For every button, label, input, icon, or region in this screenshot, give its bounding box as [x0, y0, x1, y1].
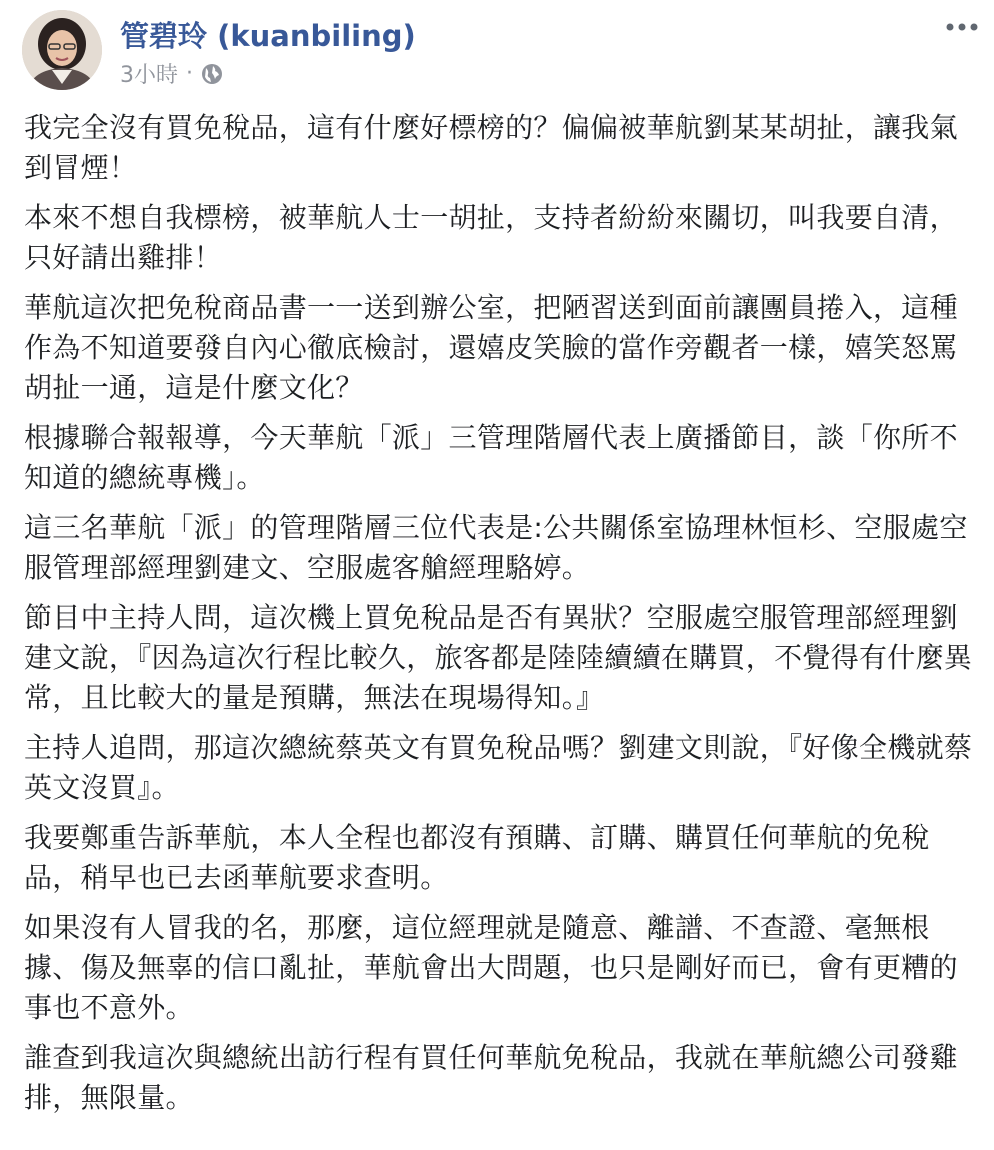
post-header — [22, 8, 982, 92]
post-timestamp[interactable]: 3小時 — [120, 63, 178, 88]
post-paragraph: 華航這次把免稅商品書一一送到辦公室，把陋習送到面前讓團員捲入，這種作為不知道要發自內心徹底檢討，還嬉皮笑臉的當作旁觀者一樣，嬉笑怒罵胡扯一通，這是什麼文化？ — [24, 291, 958, 404]
post-body — [24, 108, 974, 1128]
post-paragraph: 這三名華航「派」的管理階層三位代表是:公共關係室協理林恒杉、空服處空服管理部經理劉建文、空服處客艙經理駱婷。 — [24, 511, 968, 584]
post-paragraph: 主持人追問，那這次總統蔡英文有買免稅品嗎？劉建文則說，『好像全機就蔡英文沒買』。 — [24, 731, 973, 804]
post-paragraph: 我要鄭重告訴華航，本人全程也都沒有預購、訂購、購買任何華航的免稅品，稍早也已去函華航要求查明。 — [24, 821, 930, 894]
avatar[interactable] — [22, 10, 102, 90]
post-paragraph: 我完全沒有買免稅品，這有什麼好標榜的？偏偏被華航劉某某胡扯，讓我氣到冒煙！ — [24, 111, 958, 184]
profile-photo — [22, 10, 102, 90]
post-meta — [120, 58, 223, 89]
meta-separator: · — [186, 61, 193, 86]
post-paragraph: 如果沒有人冒我的名，那麼，這位經理就是隨意、離譜、不查證、毫無根據、傷及無辜的信口亂扯，華航會出大問題，也只是剛好而已，會有更糟的事也不意外。 — [24, 911, 958, 1024]
author-name[interactable]: 管碧玲 (kuanbiling) — [120, 19, 416, 53]
post-paragraph: 節目中主持人問，這次機上買免稅品是否有異狀？空服處空服管理部經理劉建文說，『因為這次行程比較久，旅客都是陸陸續續在購買，不覺得有什麼異常，且比較大的量是預購，無法在現場得知。』 — [24, 601, 973, 714]
more-options-icon[interactable] — [942, 12, 982, 42]
post-paragraph: 根據聯合報報導，今天華航「派」三管理階層代表上廣播節目，談「你所不知道的總統專機」。 — [24, 421, 958, 494]
globe-icon[interactable] — [201, 63, 223, 85]
post-paragraph: 本來不想自我標榜，被華航人士一胡扯，支持者紛紛來關切，叫我要自清，只好請出雞排！ — [24, 201, 958, 274]
post-paragraph: 誰查到我這次與總統出訪行程有買任何華航免稅品，我就在華航總公司發雞排，無限量。 — [24, 1041, 958, 1114]
